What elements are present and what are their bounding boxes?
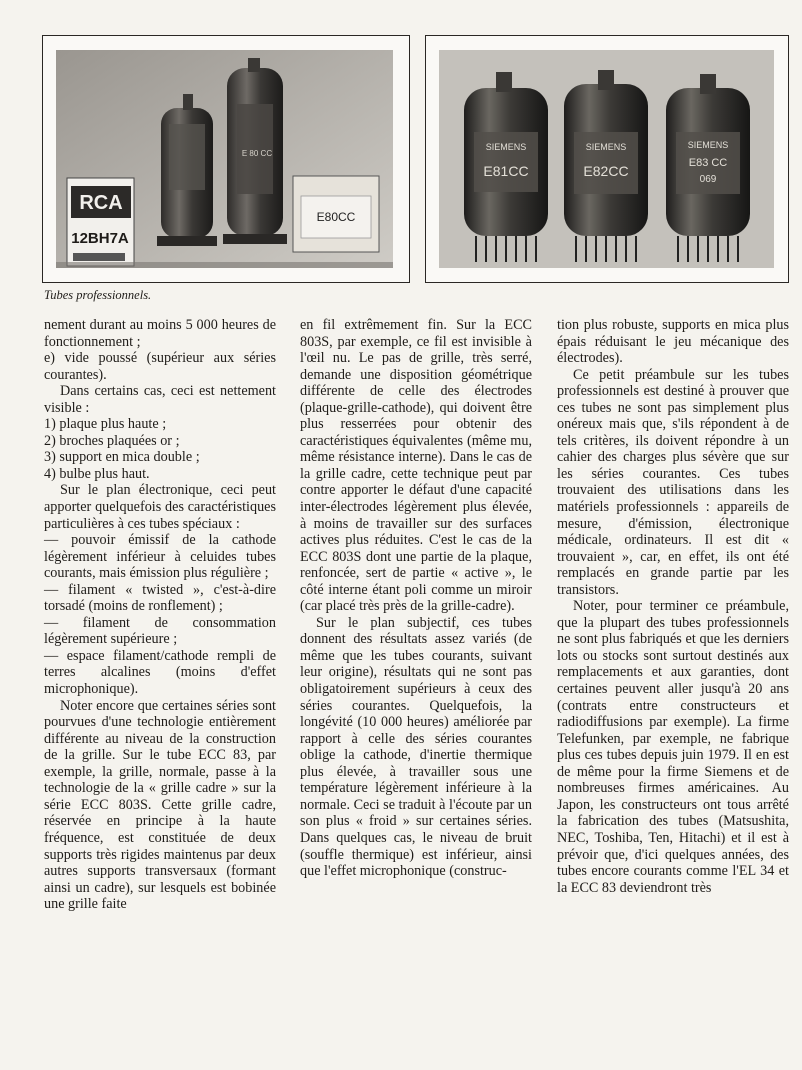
paragraph: Noter encore que certaines séries sont pourvues d'une technologie entièrement différente au niveau de la construction de la grille. Sur le tube ECC 83, par exemple, la grille, normale, passe à la technologie de la « grille cadre » sur la série ECC 803S. Cette grille cadre, réservée en principe à la haute fréquence, est constituée de deux supports très rigides maintenus par deux autres supports transversaux (formant ainsi un cadre), sur lesquels est bobinée une grille faite [44,697,276,913]
list-item: 3) support en mica double ; [44,449,200,466]
paragraph: Sur le plan subjectif, ces tubes donnent des résultats assez variés (de même que les tubes courants, suivant leur origine), résultats qui ne sont pas obligatoirement supérieurs à ceux des séries courantes. Quelquefois, la longévité (10 000 heures) améliorée par rapport à celle des séries courantes oblige la cathode, d'inertie thermique plus élevée, à travailler sous une température légèrement inférieure à la normale. Ceci se traduit à l'écoute par un son plus « froid » sur certaines séries. Dans quelques cas, le niveau de bruit (souffle thermique) est inférieur, ainsi que l'effet microphonique (construc- [300,614,532,880]
tube-e83cc [666,74,750,262]
tube-e81cc [464,72,548,262]
paragraph: Sur le plan électronique, ceci peut apporter quelquefois des caractéristiques particulières à ces tubes spéciaux : [44,482,276,532]
list-item: — filament de consommation légèrement supérieure ; [44,614,276,648]
tube-3-brand: SIEMENS [687,140,729,150]
photo-tubes-rca-e80cc [42,35,410,283]
paragraph: en fil extrêmement fin. Sur la ECC 803S, par exemple, ce fil est invisible à l'œil nu. Le pas de grille, très serré, demande une disposition géométrique différente de celle des électrodes (plaque-grille-cathode), qui doivent être plus resserrées pour obtenir des caractéristiques équivalentes (même mu, même résistance interne). Dans le cas de la grille cadre, cette technique peut par contre apporter le défaut d'une capacité inter-électrodes légèrement plus élevée, à moins de travailler sur des surfaces actives plus réduites. C'est le cas de la ECC 803S dont une partie de la plaque, renfoncée, sert de partie « active », le côté interne étant poli comme un miroir (car placé très près de la grille-cadre). [300,317,532,615]
tube-model-label: E 80 CC [241,149,273,158]
list-item: — pouvoir émissif de la cathode légèrement inférieur à celuides tubes courants, mais émission plus régulière ; [44,532,276,582]
list-item: — espace filament/cathode rempli de terres alcalines (moins d'effet microphonique). [44,647,276,698]
paragraph: e) vide poussé (supérieur aux séries courantes). [44,350,276,383]
list-item: — filament « twisted », c'est-à-dire torsadé (moins de ronflement) ; [44,581,276,615]
list-item: 4) bulbe plus haut. [44,465,150,482]
figure-caption: Tubes professionnels. [44,288,152,302]
box-brand-label: RCA [79,192,123,214]
text-column-3 [557,317,789,896]
paragraph: nement durant au moins 5 000 heures de fonctionnement ; [44,317,276,350]
list-item: 2) broches plaquées or ; [44,432,180,449]
paragraph: Ce petit préambule sur les tubes professionnels est destiné à prouver que ces tubes ne sont pas simplement plus onéreux mais que, s'ils répondent à de tels critères, ils doivent répondre à un cahier des charges plus sévère que sur les séries courantes. Ces tubes trouvaient des utilisations dans les matériels professionnels : appareils de mesure, d'émission, électronique médicale, ordinateurs. Il est dit « trouvaient », car, en effet, ils ont été remplacés en grande partie par les transistors. [557,366,789,598]
tube-1-brand: SIEMENS [485,142,527,152]
photo-siemens-tubes [425,35,789,283]
paragraph: Noter, pour terminer ce préambule, que la plupart des tubes professionnels ne sont plus fabriqués et que les derniers lots ou stocks sont surtout destinés aux remplacements et aux garanties, dont certaines peuvent aller jusqu'à 20 ans (contrats entre constructeurs et radiodiffusions par exemple). La firme Telefunken, par exemple, ne fabrique plus ces tubes depuis juin 1979. Il en est de même pour la firme Siemens et de nombreuses firmes américaines. Au Japon, les constructeurs ont tous arrêté la fabrication des tubes (Matsushita, NEC, Toshiba, Ten, Hitachi) et il est à prévoir que, d'ici quelques années, des tubes encore courants comme l'EL 34 et la ECC 83 deviendront très [557,598,789,896]
list-item: 1) plaque plus haute ; [44,416,167,433]
tube-3-model: E83 CC [688,157,728,169]
tube-e82cc [564,70,648,262]
tube-1-model: E81CC [483,163,529,179]
tube-2-brand: SIEMENS [585,142,627,152]
paragraph: Dans certains cas, ceci est nettement visible : [44,383,276,416]
box-right-label: E80CC [316,210,356,224]
text-column-1 [44,317,276,913]
tube-3-extra: 069 [699,174,717,185]
paragraph: tion plus robuste, supports en mica plus épais réduisant le jeu mécanique des électrodes). [557,317,789,367]
text-column-2 [300,317,532,880]
tube-2-model: E82CC [583,163,629,179]
box-model-label: 12BH7A [71,230,129,247]
